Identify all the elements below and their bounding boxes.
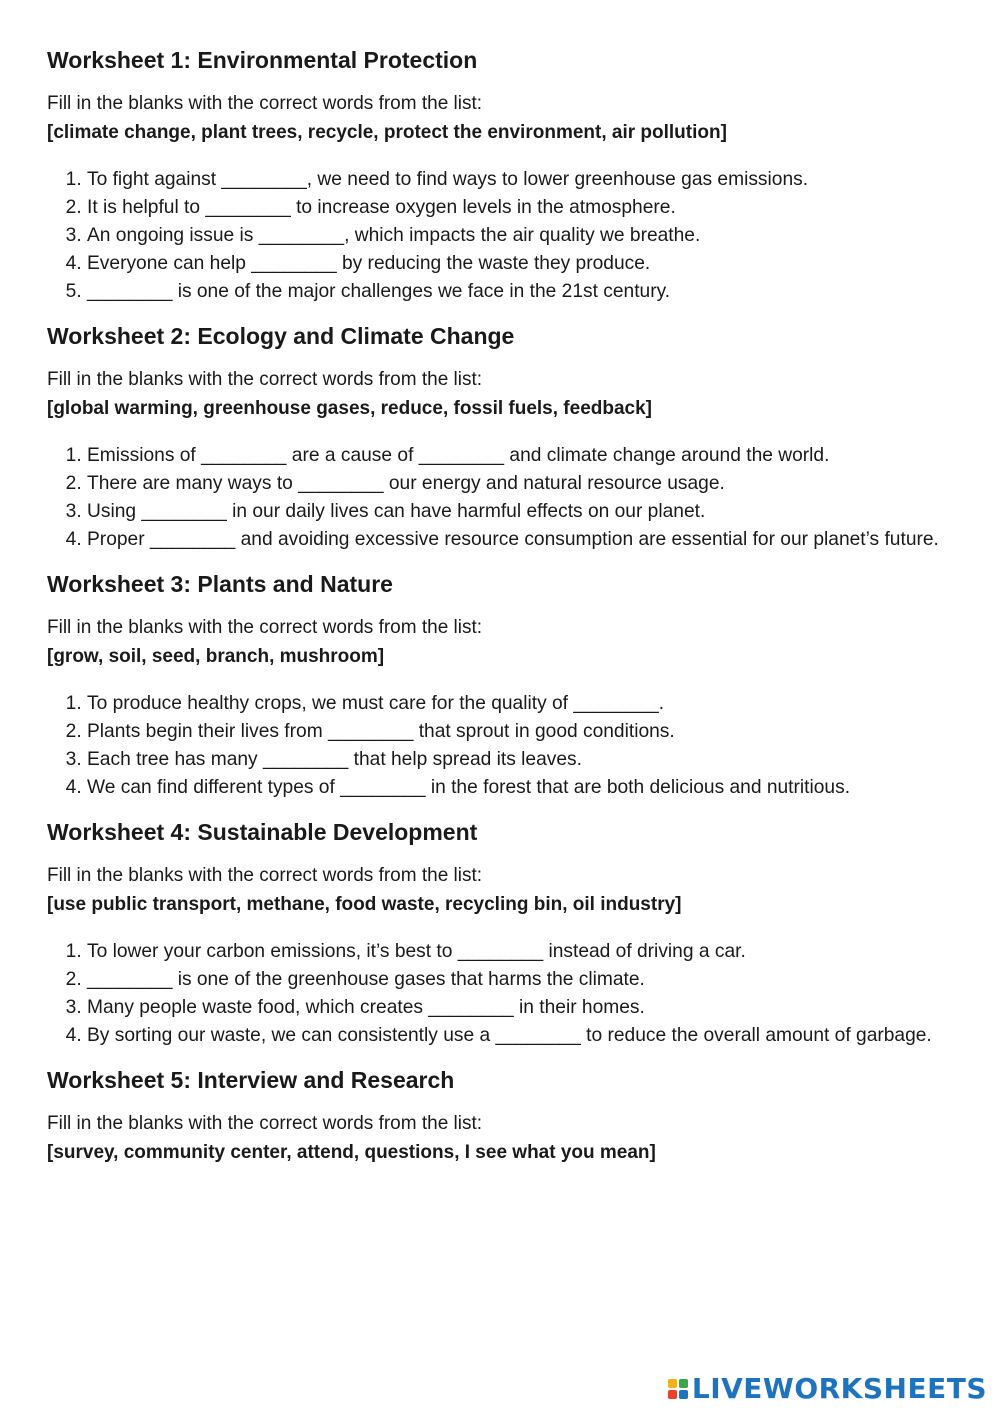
question-item: 3. Each tree has many ________ that help spread its leaves. <box>87 746 952 774</box>
logo-square <box>668 1379 677 1388</box>
worksheet-section-5 <box>47 1064 952 1168</box>
question-list <box>47 938 952 1050</box>
word-list: [survey, community center, attend, questions, I see what you mean] <box>47 1142 656 1163</box>
section-instruction: Fill in the blanks with the correct words from the list: <box>47 369 483 390</box>
logo-square <box>679 1390 688 1399</box>
section-title: Worksheet 4: Sustainable Development <box>47 819 478 845</box>
section-instruction: Fill in the blanks with the correct words from the list: <box>47 93 483 114</box>
question-item: 5. ________ is one of the major challenges we face in the 21st century. <box>87 278 952 306</box>
worksheet-section-4 <box>47 816 952 1050</box>
word-list: [use public transport, methane, food waste, recycling bin, oil industry] <box>47 894 682 915</box>
question-item: 3. Using ________ in our daily lives can have harmful effects on our planet. <box>87 498 952 526</box>
worksheet-section-1 <box>47 44 952 306</box>
question-item: 2. It is helpful to ________ to increase oxygen levels in the atmosphere. <box>87 194 952 222</box>
question-item: 4. We can find different types of ________ in the forest that are both delicious and nutritious. <box>87 774 952 802</box>
question-list <box>47 690 952 802</box>
question-item: 4. Everyone can help ________ by reducing the waste they produce. <box>87 250 952 278</box>
question-item: 3. Many people waste food, which creates ________ in their homes. <box>87 994 952 1022</box>
word-list: [global warming, greenhouse gases, reduce, fossil fuels, feedback] <box>47 398 653 419</box>
question-item: 2. ________ is one of the greenhouse gases that harms the climate. <box>87 966 952 994</box>
logo-square <box>679 1379 688 1388</box>
logo-square <box>668 1390 677 1399</box>
question-item: 2. Plants begin their lives from ________ that sprout in good conditions. <box>87 718 952 746</box>
section-title: Worksheet 2: Ecology and Climate Change <box>47 323 515 349</box>
question-item: 1. Emissions of ________ are a cause of ________ and climate change around the world. <box>87 442 952 470</box>
question-list <box>47 166 952 306</box>
question-item: 4. Proper ________ and avoiding excessive resource consumption are essential for our planet’s future. <box>87 526 952 554</box>
section-title: Worksheet 5: Interview and Research <box>47 1067 455 1093</box>
section-title: Worksheet 1: Environmental Protection <box>47 47 478 73</box>
section-instruction: Fill in the blanks with the correct words from the list: <box>47 617 483 638</box>
question-item: 2. There are many ways to ________ our energy and natural resource usage. <box>87 470 952 498</box>
question-item: 1. To fight against ________, we need to find ways to lower greenhouse gas emissions. <box>87 166 952 194</box>
logo-mark-icon <box>668 1379 688 1399</box>
section-title: Worksheet 3: Plants and Nature <box>47 571 393 597</box>
logo-text: LIVEWORKSHEETS <box>691 1372 987 1405</box>
question-item: 1. To lower your carbon emissions, it’s best to ________ instead of driving a car. <box>87 938 952 966</box>
section-instruction: Fill in the blanks with the correct words from the list: <box>47 1113 483 1134</box>
question-item: 1. To produce healthy crops, we must care for the quality of ________. <box>87 690 952 718</box>
worksheet-page <box>47 44 952 1186</box>
liveworksheets-logo[interactable] <box>668 1372 987 1405</box>
section-instruction: Fill in the blanks with the correct words from the list: <box>47 865 483 886</box>
word-list: [grow, soil, seed, branch, mushroom] <box>47 646 385 667</box>
worksheet-section-2 <box>47 320 952 554</box>
worksheet-section-3 <box>47 568 952 802</box>
question-item: 3. An ongoing issue is ________, which impacts the air quality we breathe. <box>87 222 952 250</box>
word-list: [climate change, plant trees, recycle, protect the environment, air pollution] <box>47 122 727 143</box>
question-list <box>47 442 952 554</box>
question-item: 4. By sorting our waste, we can consistently use a ________ to reduce the overall amount of garbage. <box>87 1022 952 1050</box>
